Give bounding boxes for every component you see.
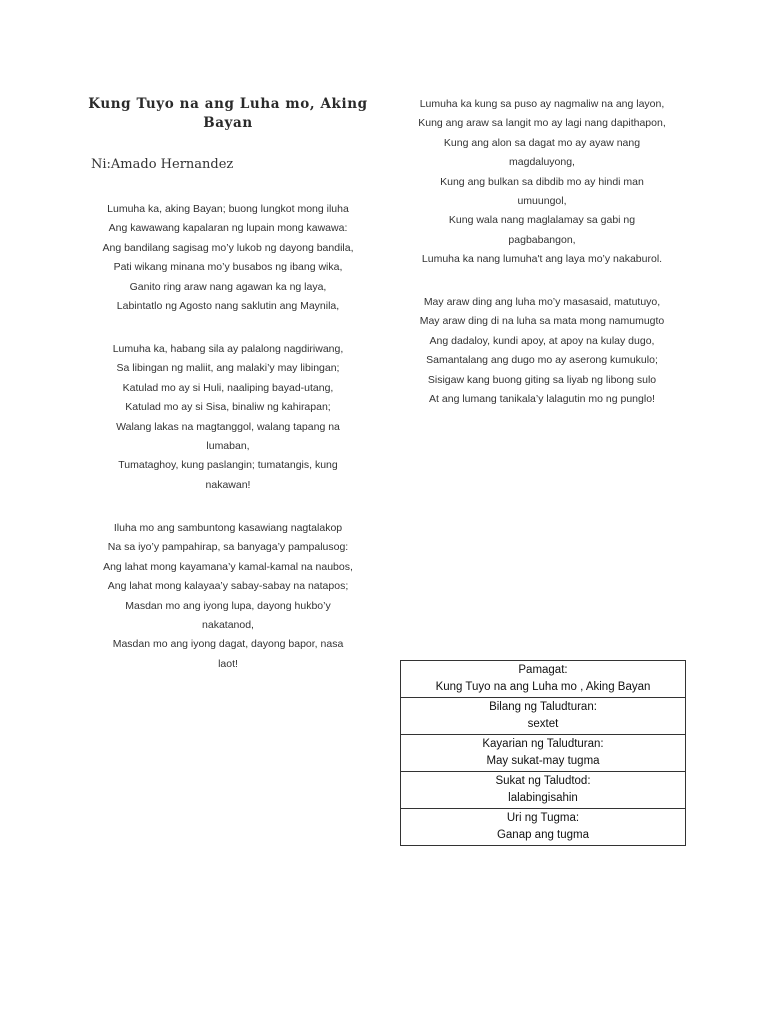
poem-line: magdaluyong, [509, 156, 575, 169]
info-value: May sukat-may tugma [486, 755, 600, 767]
poem-line: Katulad mo ay si Huli, naaliping bayad-utang, [122, 381, 334, 394]
table-row [401, 809, 686, 846]
poem-line: Lumuha ka, habang sila ay palalong nagdiriwang, [112, 343, 344, 355]
table-row [401, 661, 686, 698]
poem-line: lumaban, [206, 440, 250, 453]
info-value: lalabingisahin [508, 792, 578, 804]
table-cell [401, 735, 686, 772]
poem-line: Lumuha ka nang lumuha't ang laya mo’y nakaburol. [421, 253, 663, 266]
info-label: Bilang ng Taludturan: [489, 701, 597, 713]
stanza-3 [78, 519, 378, 674]
info-label: Pamagat: [518, 664, 568, 676]
poem-line: Labintatlo ng Agosto nang saklutin ang Maynila, [116, 300, 340, 313]
poem-line: Kung wala nang maglalamay sa gabi ng [448, 214, 636, 227]
table-cell [401, 809, 686, 846]
poem-line: Lumuha ka kung sa puso ay nagmaliw na ang layon, [419, 98, 665, 110]
info-value: Ganap ang tugma [496, 829, 590, 841]
poem-info-table [400, 660, 686, 846]
info-value: sextet [527, 718, 559, 730]
stanza-1 [78, 200, 378, 316]
poem-line: Samantalang ang dugo mo ay aserong kumukulo; [426, 354, 658, 367]
poem-line: Ganito ring araw nang agawan ka ng laya, [129, 280, 327, 293]
stanza-4 [392, 95, 692, 270]
poem-author: Ni:Amado Hernandez [91, 157, 234, 172]
poem-line: Ang lahat mong kalayaa’y sabay-sabay na natapos; [107, 580, 349, 593]
table-row [401, 698, 686, 735]
poem-line: Pati wikang minana mo’y busabos ng ibang wika, [113, 261, 343, 274]
table-cell [401, 772, 686, 809]
poem-line: umuungol, [517, 195, 567, 208]
poem-line: Masdan mo ang iyong dagat, dayong bapor, nasa [112, 638, 344, 651]
poem-line: Tumataghoy, kung paslangin; tumatangis, kung [118, 459, 338, 472]
poem-line: Katulad mo ay si Sisa, binaliw ng kahirapan; [125, 401, 331, 414]
info-label: Sukat ng Taludtod: [495, 775, 591, 787]
stanza-5 [392, 293, 692, 409]
table-cell [401, 698, 686, 735]
poem-line: Sa libingan ng maliit, ang malaki’y may libingan; [116, 362, 340, 375]
poem-line: Kung ang alon sa dagat mo ay ayaw nang [443, 136, 641, 149]
poem-line: At ang lumang tanikala’y lalagutin mo ng punglo! [429, 393, 655, 406]
poem-line: Lumuha ka, aking Bayan; buong lungkot mong iluha [107, 203, 349, 215]
poem-line: Kung ang araw sa langit mo ay lagi nang dapithapon, [418, 117, 666, 130]
poem-line: laot! [218, 657, 238, 670]
info-label: Kayarian ng Taludturan: [482, 738, 604, 750]
poem-line: May araw ding di na luha sa mata mong namumugto [419, 315, 665, 328]
table-row [401, 772, 686, 809]
table-row [401, 735, 686, 772]
poem-line: nakatanod, [202, 619, 254, 632]
poem-line: Ang lahat mong kayamana’y kamal-kamal na naubos, [103, 560, 353, 573]
poem-line: May araw ding ang luha mo’y masasaid, matutuyo, [423, 296, 661, 308]
poem-line: Ang bandilang sagisag mo’y lukob ng dayong bandila, [102, 241, 354, 254]
poem-line: Kung ang bulkan sa dibdib mo ay hindi man [440, 175, 644, 188]
info-label: Uri ng Tugma: [506, 812, 580, 824]
poem-line: Na sa iyo’y pampahirap, sa banyaga’y pampalusog: [107, 541, 349, 554]
poem-line: Ang dadaloy, kundi apoy, at apoy na kulay dugo, [429, 334, 655, 347]
poem-line: pagbabangon, [508, 233, 576, 246]
stanza-2 [78, 340, 378, 495]
poem-title: Kung Tuyo na ang Luha mo, Aking Bayan [88, 96, 368, 131]
poem-line: Ang kawawang kapalaran ng lupain mong kawawa: [108, 222, 348, 235]
poem-line: Walang lakas na magtanggol, walang tapang na [116, 420, 340, 433]
poem-line: Iluha mo ang sambuntong kasawiang nagtalakop [113, 522, 343, 534]
poem-line: Sisigaw kang buong giting sa liyab ng libong sulo [427, 373, 657, 386]
poem-line: Masdan mo ang iyong lupa, dayong hukbo’y [125, 599, 331, 612]
table-cell [401, 661, 686, 698]
poem-line: nakawan! [205, 478, 251, 491]
info-value: Kung Tuyo na ang Luha mo , Aking Bayan [435, 681, 651, 693]
